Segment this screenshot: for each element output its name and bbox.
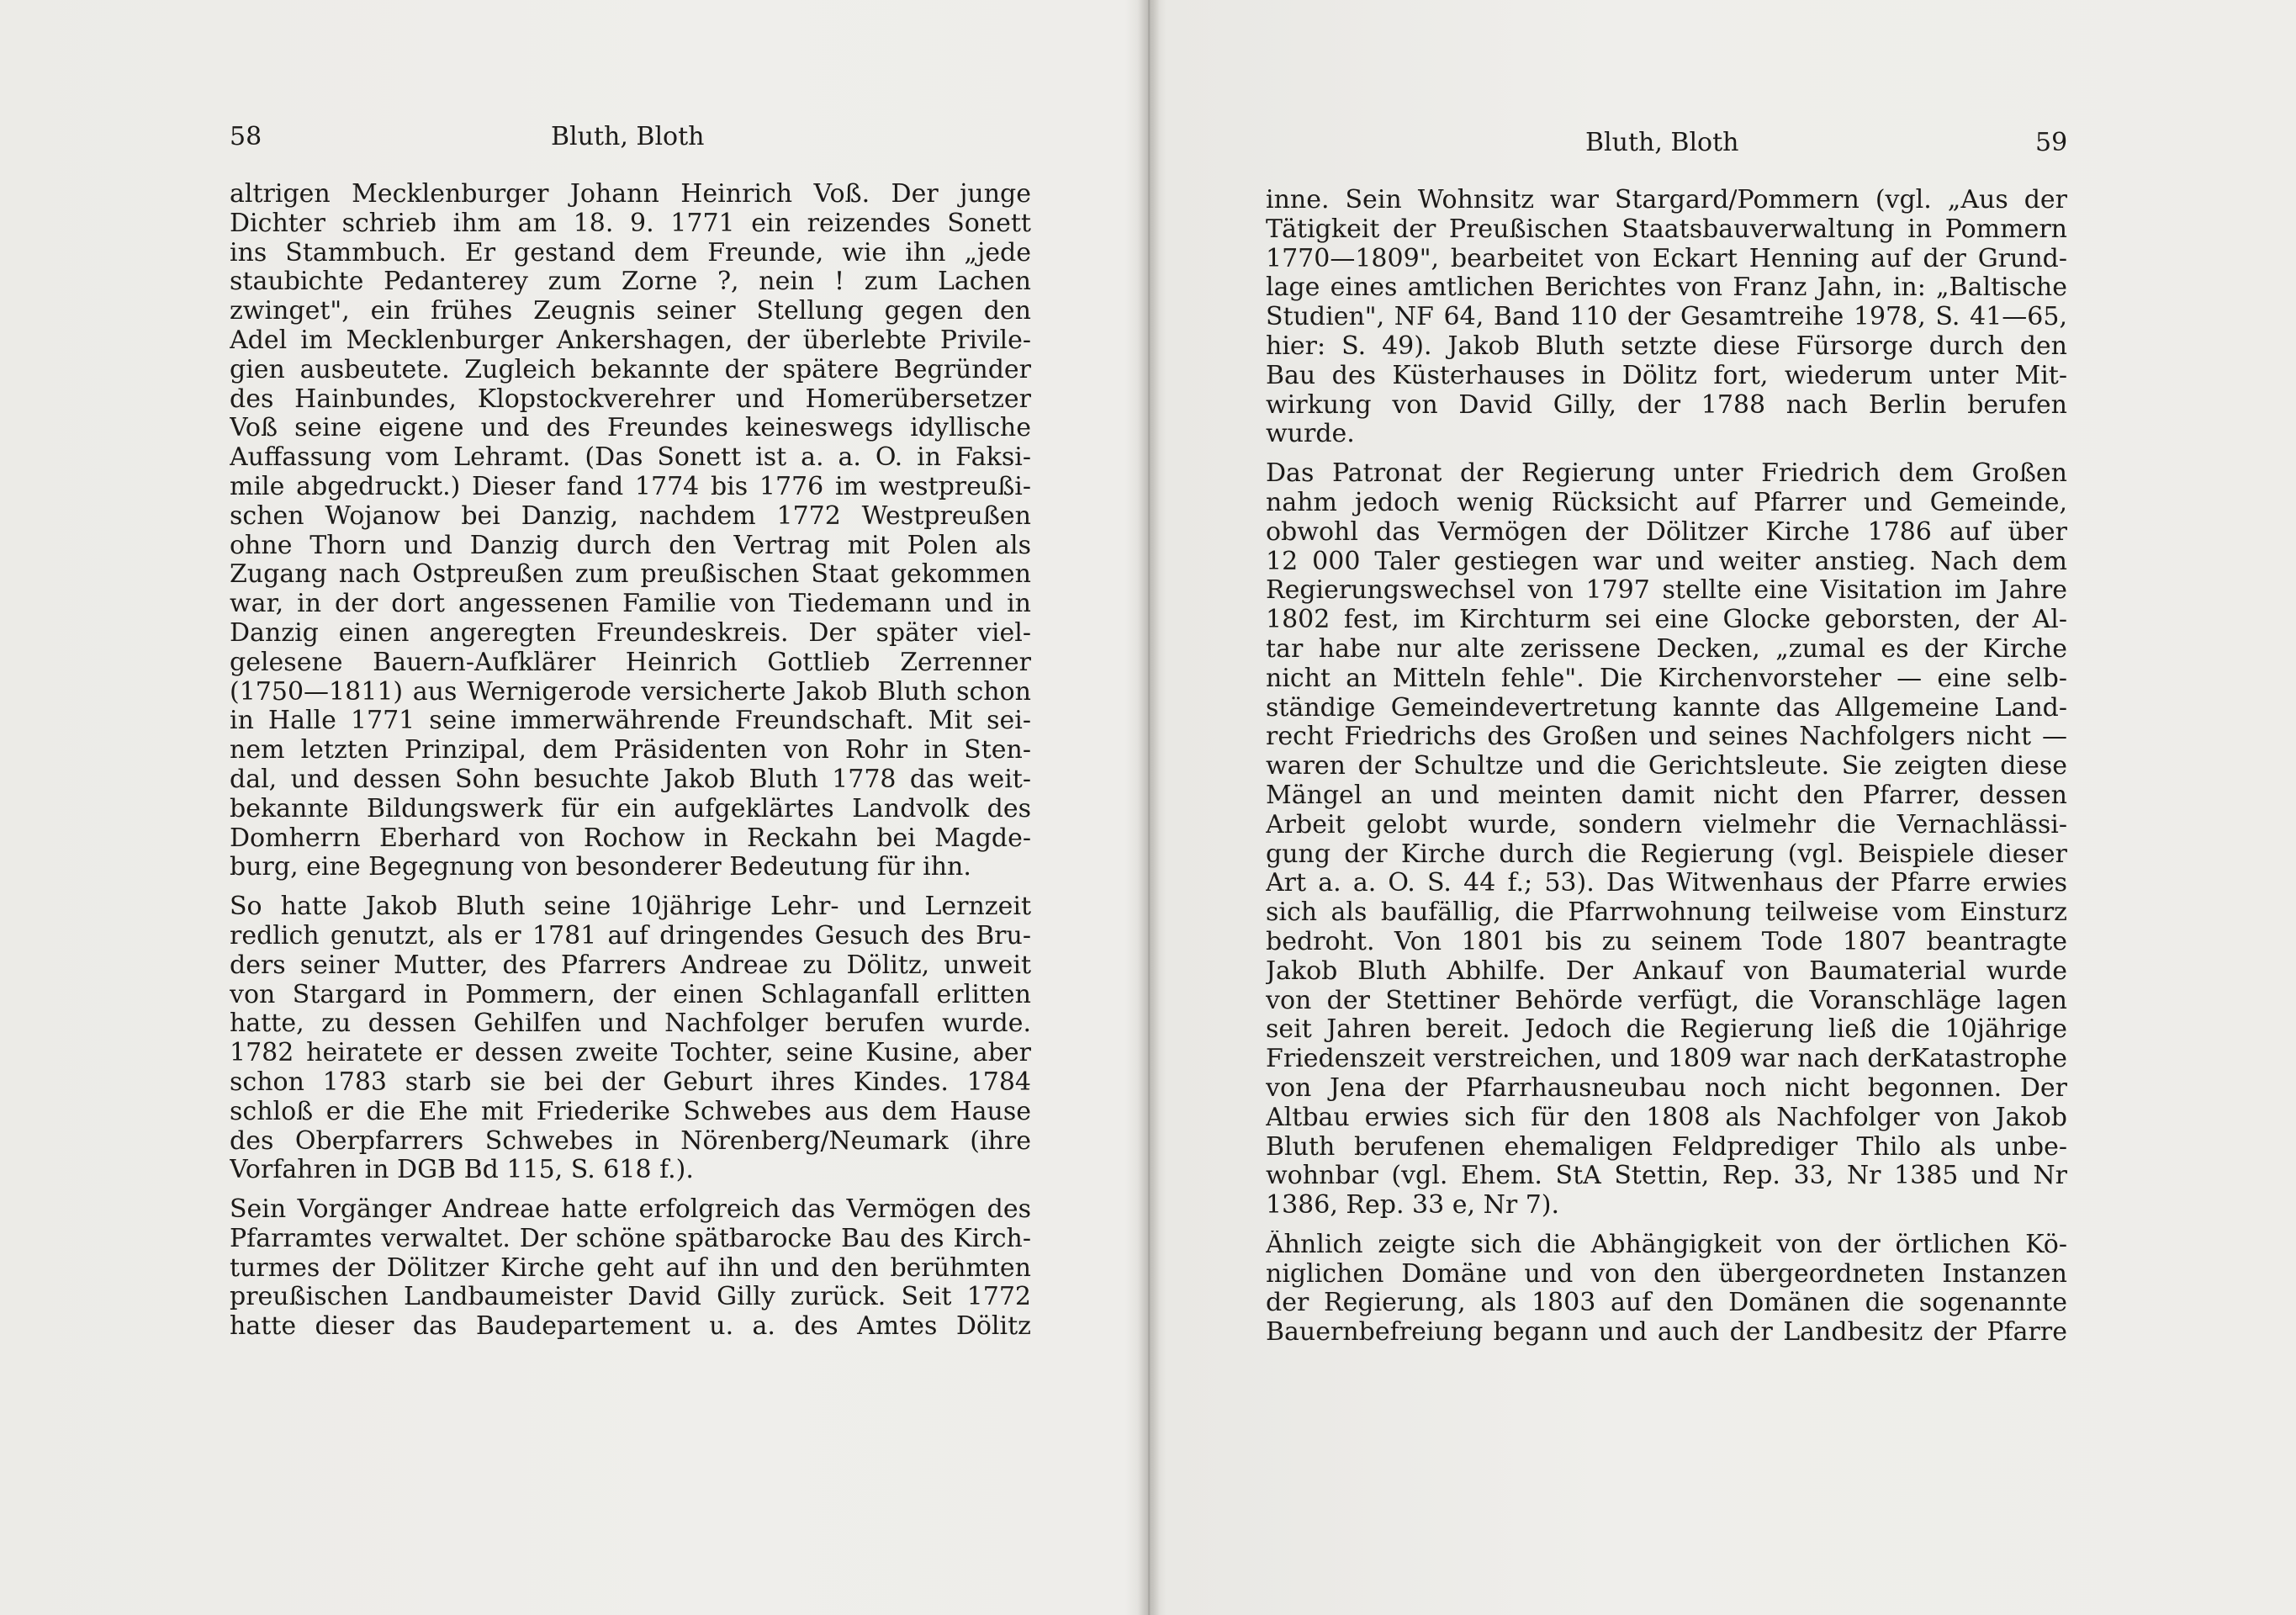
text-line: lage eines amtlichen Berichtes von Franz Jahn, in: „Baltische (1266, 273, 2067, 303)
text-line: nahm jedoch wenig Rücksicht auf Pfarrer und Gemeinde, (1266, 488, 2067, 517)
right-page (1148, 0, 2296, 1615)
text-line: 1782 heiratete er dessen zweite Tochter, seine Kusine, aber (230, 1039, 1031, 1068)
text-line: redlich genutzt, als er 1781 auf dringendes Gesuch des Bru- (230, 921, 1031, 950)
text-line: Ähnlich zeigte sich die Abhängigkeit von der örtlichen Kö- (1266, 1230, 2067, 1259)
text-line: Danzig einen angeregten Freundeskreis. Der später viel- (230, 618, 1031, 648)
text-line: Friedenszeit verstreichen, und 1809 war nach derKatastrophe (1266, 1045, 2067, 1074)
text-line: obwohl das Vermögen der Dölitzer Kirche 1786 auf über (1266, 517, 2067, 547)
text-line: schen Wojanow bei Danzig, nachdem 1772 Westpreußen (230, 501, 1031, 531)
text-line: nem letzten Prinzipal, dem Präsidenten von Rohr in Sten- (230, 736, 1031, 765)
text-line: Voß seine eigene und des Freundes keineswegs idyllische (230, 414, 1031, 443)
text-line: nicht an Mitteln fehle". Die Kirchenvorsteher — eine selb- (1266, 664, 2067, 693)
text-line: (1750—1811) aus Wernigerode versicherte Jakob Bluth schon (230, 677, 1031, 707)
text-line: schloß er die Ehe mit Friederike Schwebes aus dem Hause (230, 1097, 1031, 1126)
text-line: von Jena der Pfarrhausneubau noch nicht begonnen. Der (1266, 1073, 2067, 1103)
text-line: mile abgedruckt.) Dieser fand 1774 bis 1776 im westpreußi- (230, 472, 1031, 501)
text-line: recht Friedrichs des Großen und seines Nachfolgers nicht — (1266, 723, 2067, 752)
text-line: Studien", NF 64, Band 110 der Gesamtreihe 1978, S. 41—65, (1266, 303, 2067, 332)
text-line: ständige Gemeindevertretung kannte das Allgemeine Land- (1266, 693, 2067, 723)
running-head: Bluth, Bloth (1585, 128, 1739, 157)
text-line: hier: S. 49). Jakob Bluth setzte diese Fürsorge durch den (1266, 331, 2067, 361)
text-line: hatte, zu dessen Gehilfen und Nachfolger berufen wurde. (230, 1009, 1031, 1039)
body-text (1266, 186, 2067, 1358)
paragraph (230, 892, 1031, 1185)
paragraph (1266, 186, 2067, 449)
text-line: burg, eine Begegnung von besonderer Bedeutung für ihn. (230, 853, 971, 882)
text-line: Sein Vorgänger Andreae hatte erfolgreich das Vermögen des (230, 1195, 1031, 1225)
text-line: tar habe nur alte zerissene Decken, „zumal es der Kirche (1266, 634, 2067, 664)
text-line: Bluth berufenen ehemaligen Feldprediger Thilo als unbe- (1266, 1132, 2067, 1162)
text-line: Art a. a. O. S. 44 f.; 53). Das Witwenhaus der Pfarre erwies (1266, 869, 2067, 898)
text-line: So hatte Jakob Bluth seine 10jährige Lehr- und Lernzeit (230, 892, 1031, 922)
body-text (230, 180, 1031, 1352)
text-line: Dichter schrieb ihm am 18. 9. 1771 ein reizendes Sonett (230, 209, 1031, 238)
text-line: Auffassung vom Lehramt. (Das Sonett ist a. a. O. in Faksi- (230, 443, 1031, 473)
text-line: von der Stettiner Behörde verfügt, die Voranschläge lagen (1266, 986, 2067, 1015)
text-line: 1802 fest, im Kirchturm sei eine Glocke geborsten, der Al- (1266, 606, 2067, 635)
text-line: Tätigkeit der Preußischen Staatsbauverwaltung in Pommern (1266, 214, 2067, 244)
text-line: niglichen Domäne und von den übergeordneten Instanzen (1266, 1259, 2067, 1289)
paragraph (1266, 1231, 2067, 1348)
text-line: von Stargard in Pommern, der einen Schlaganfall erlitten (230, 980, 1031, 1009)
text-line: schon 1783 starb sie bei der Geburt ihres Kindes. 1784 (230, 1067, 1031, 1097)
text-line: Mängel an und meinten damit nicht den Pfarrer, dessen (1266, 781, 2067, 810)
text-line: Bauernbefreiung begann und auch der Landbesitz der Pfarre (1266, 1318, 2067, 1348)
page-number: 58 (230, 122, 262, 151)
text-line: Bau des Küsterhauses in Dölitz fort, wiederum unter Mit- (1266, 361, 2067, 390)
paragraph (230, 1195, 1031, 1342)
paragraph (1266, 459, 2067, 1221)
text-line: wirkung von David Gilly, der 1788 nach Berlin berufen (1266, 390, 2067, 420)
text-line: wurde. (1266, 420, 1355, 449)
text-line: hatte dieser das Baudepartement u. a. des Amtes Dölitz (230, 1312, 1031, 1342)
text-line: Das Patronat der Regierung unter Friedrich dem Großen (1266, 459, 2067, 489)
text-line: Arbeit gelobt wurde, sondern vielmehr die Vernachlässi- (1266, 810, 2067, 839)
text-line: Domherrn Eberhard von Rochow in Reckahn bei Magde- (230, 823, 1031, 853)
text-line: ders seiner Mutter, des Pfarrers Andreae zu Dölitz, unweit (230, 950, 1031, 980)
text-line: Altbau erwies sich für den 1808 als Nachfolger von Jakob (1266, 1103, 2067, 1132)
text-line: gelesene Bauern-Aufklärer Heinrich Gottlieb Zerrenner (230, 648, 1031, 677)
text-line: dal, und dessen Sohn besuchte Jakob Bluth 1778 das weit- (230, 765, 1031, 794)
page-number: 59 (2035, 128, 2068, 157)
text-line: der Regierung, als 1803 auf den Domänen die sogenannte (1266, 1289, 2067, 1318)
text-line: sich als baufällig, die Pfarrwohnung teilweise vom Einsturz (1266, 898, 2067, 928)
text-line: ins Stammbuch. Er gestand dem Freunde, wie ihn „jede (230, 238, 1031, 267)
text-line: altrigen Mecklenburger Johann Heinrich Voß. Der junge (230, 180, 1031, 209)
text-line: zwinget", ein frühes Zeugnis seiner Stellung gegen den (230, 297, 1031, 326)
text-line: Pfarramtes verwaltet. Der schöne spätbarocke Bau des Kirch- (230, 1224, 1031, 1253)
running-head: Bluth, Bloth (551, 122, 705, 151)
text-line: Vorfahren in DGB Bd 115, S. 618 f.). (230, 1156, 694, 1185)
text-line: 12 000 Taler gestiegen war und weiter anstieg. Nach dem (1266, 547, 2067, 576)
text-line: bedroht. Von 1801 bis zu seinem Tode 1807 beantragte (1266, 927, 2067, 956)
text-line: war, in der dort angessenen Familie von Tiedemann und in (230, 590, 1031, 619)
text-line: Zugang nach Ostpreußen zum preußischen Staat gekommen (230, 560, 1031, 590)
text-line: des Hainbundes, Klopstockverehrer und Homerübersetzer (230, 384, 1031, 414)
paragraph (230, 180, 1031, 882)
text-line: Adel im Mecklenburger Ankershagen, der überlebte Privile- (230, 326, 1031, 355)
text-line: turmes der Dölitzer Kirche geht auf ihn und den berühmten (230, 1253, 1031, 1283)
text-line: bekannte Bildungswerk für ein aufgeklärtes Landvolk des (230, 794, 1031, 823)
text-line: waren der Schultze und die Gerichtsleute. Sie zeigten diese (1266, 752, 2067, 781)
text-line: preußischen Landbaumeister David Gilly zurück. Seit 1772 (230, 1283, 1031, 1312)
text-line: seit Jahren bereit. Jedoch die Regierung ließ die 10jährige (1266, 1015, 2067, 1045)
text-line: 1770—1809", bearbeitet von Eckart Henning auf der Grund- (1266, 244, 2067, 273)
text-line: gien ausbeutete. Zugleich bekannte der spätere Begründer (230, 355, 1031, 384)
text-line: des Oberpfarrers Schwebes in Nörenberg/Neumark (ihre (230, 1126, 1031, 1156)
text-line: 1386, Rep. 33 e, Nr 7). (1266, 1191, 1560, 1221)
text-line: ohne Thorn und Danzig durch den Vertrag mit Polen als (230, 531, 1031, 560)
text-line: gung der Kirche durch die Regierung (vgl. Beispiele dieser (1266, 839, 2067, 869)
text-line: staubichte Pedanterey zum Zorne ?, nein ! zum Lachen (230, 267, 1031, 297)
text-line: in Halle 1771 seine immerwährende Freundschaft. Mit sei- (230, 707, 1031, 736)
text-line: Jakob Bluth Abhilfe. Der Ankauf von Baumaterial wurde (1266, 956, 2067, 986)
text-line: Regierungswechsel von 1797 stellte eine Visitation im Jahre (1266, 576, 2067, 606)
text-line: wohnbar (vgl. Ehem. StA Stettin, Rep. 33, Nr 1385 und Nr (1266, 1162, 2067, 1191)
text-line: inne. Sein Wohnsitz war Stargard/Pommern (vgl. „Aus der (1266, 186, 2067, 214)
